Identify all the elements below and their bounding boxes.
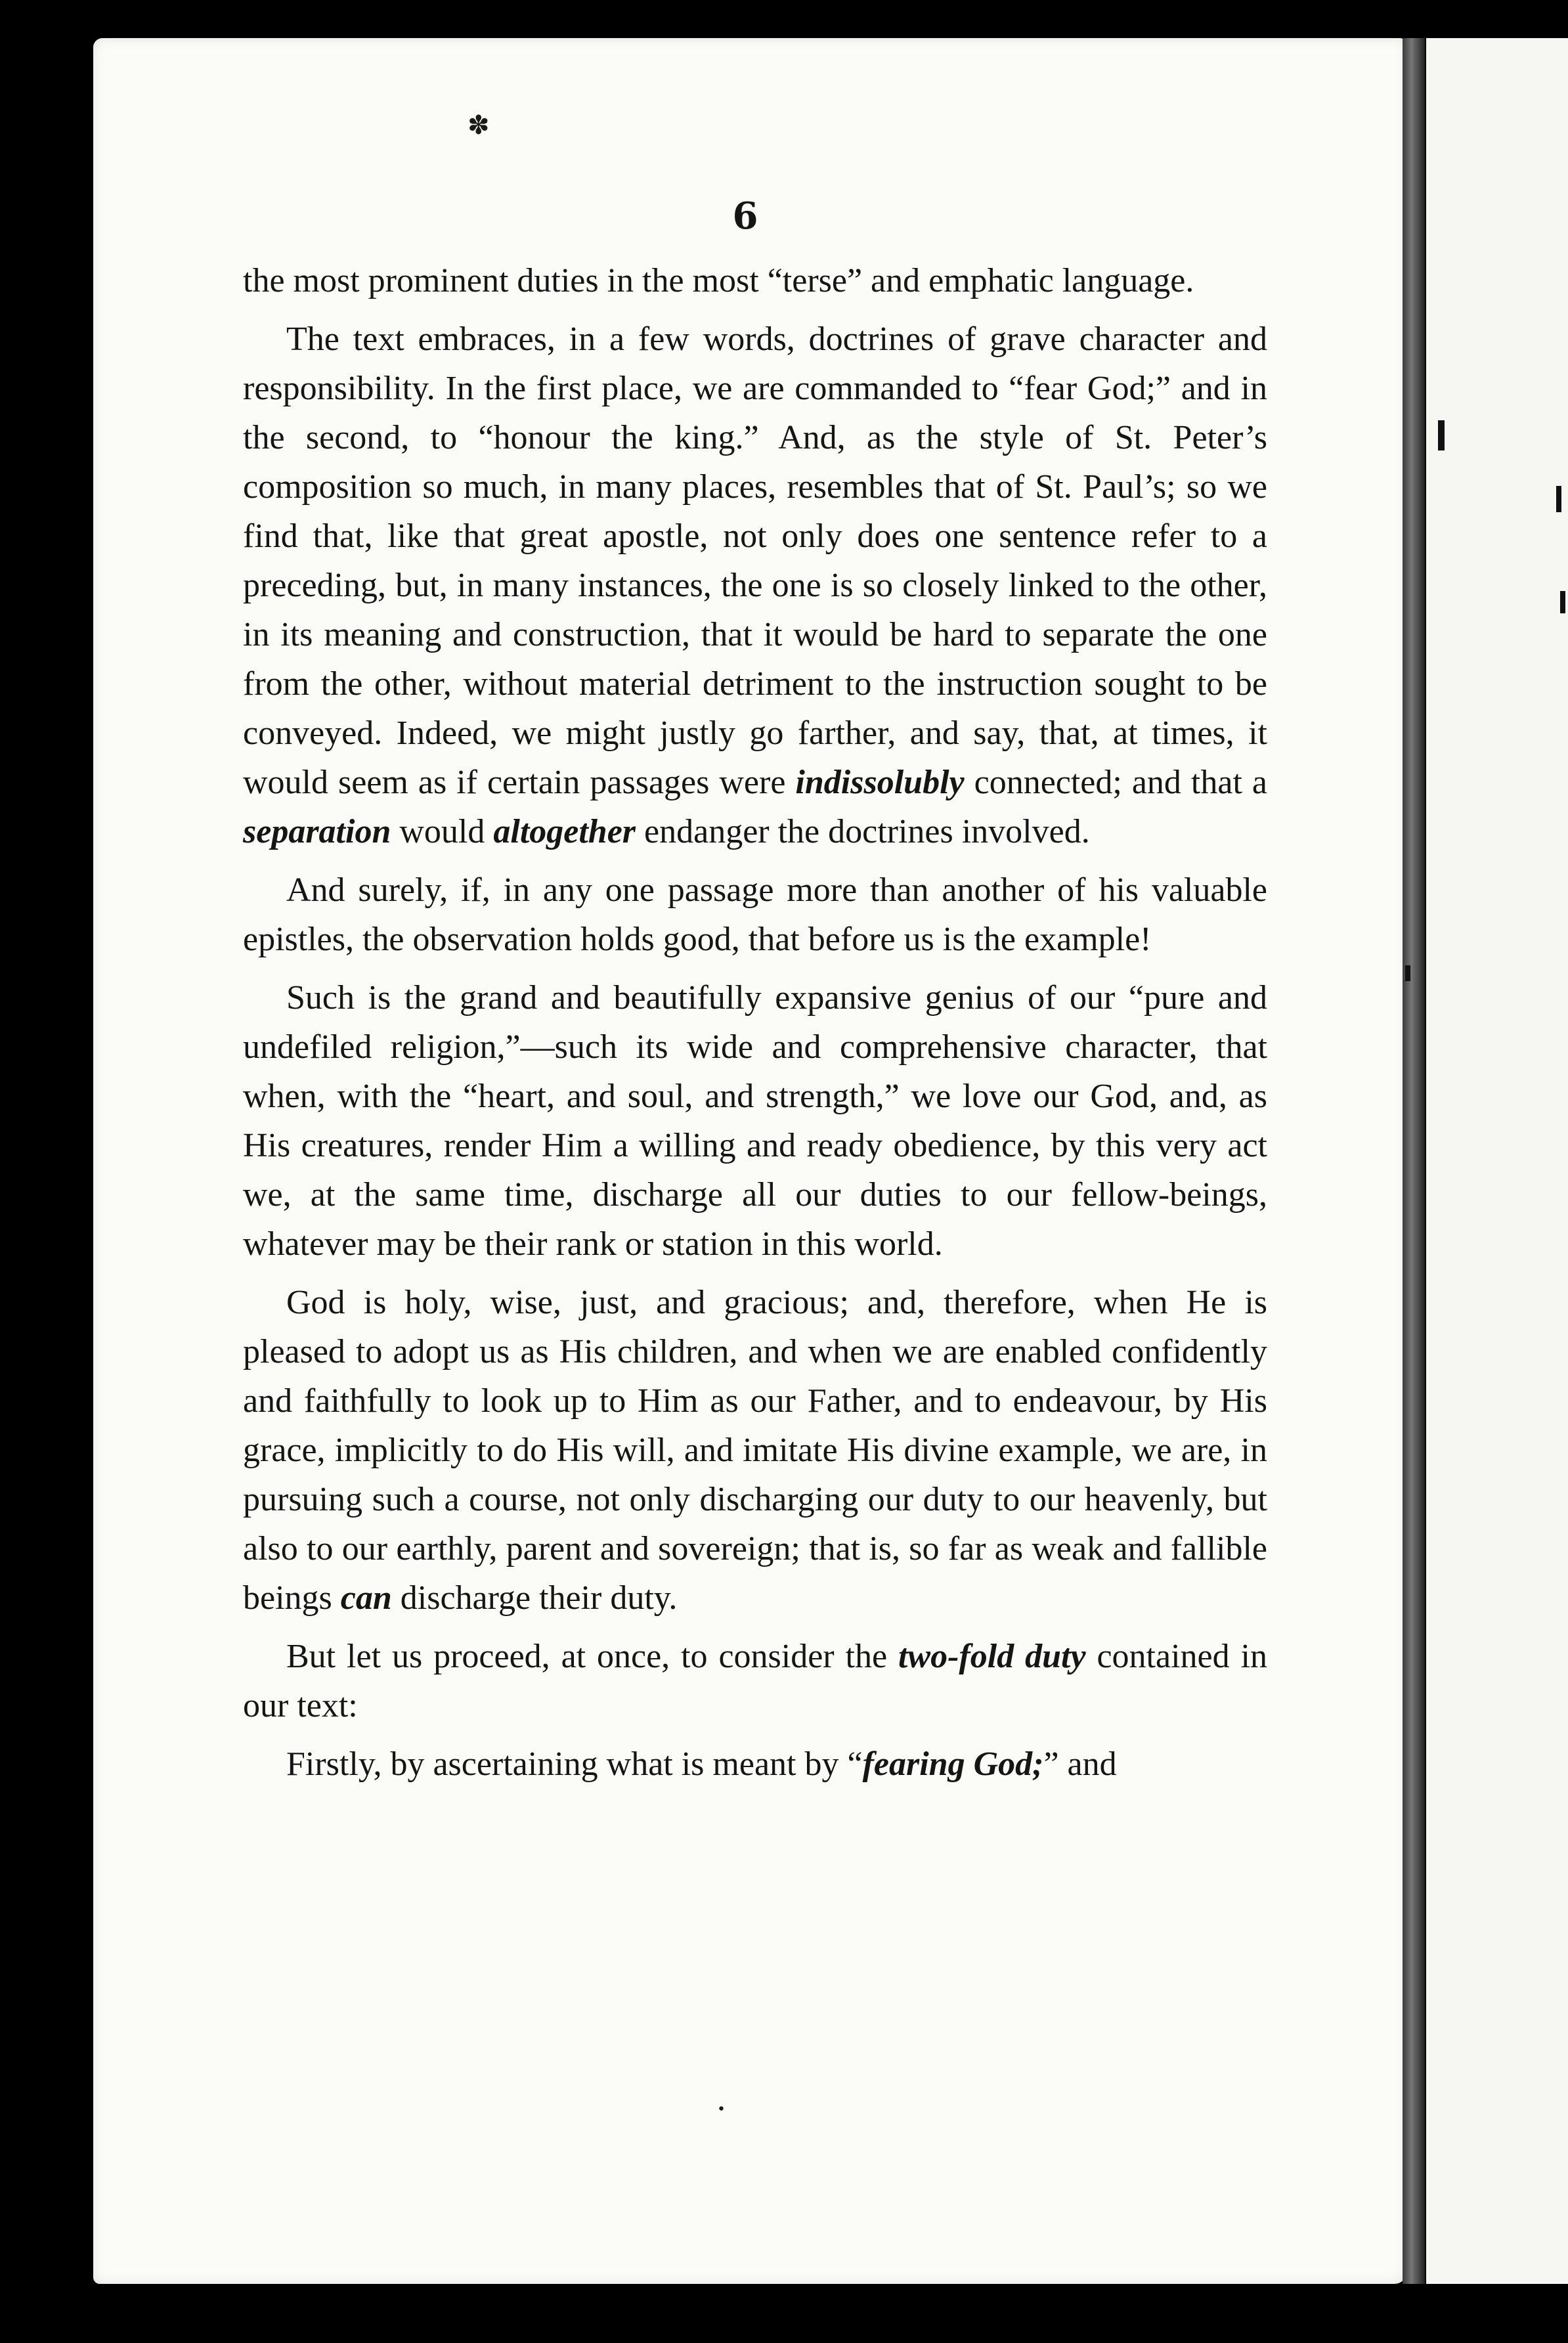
emphasized-text: can <box>340 1579 392 1617</box>
right-page-edge <box>1426 38 1568 2284</box>
paragraph-text: The text embraces, in a few words, doctrines of grave character and responsibility. In the first place, we are commanded to “fear God;” and in the second, to “honour the king.” And, as the style of St. Peter’s composition so much, in many places, resembles that of St. Paul’s; so we find that, like that great apostle, not only does one sentence refer to a preceding, but, in many instances, the one is so closely linked to the other, in its meaning and construction, that it would be hard to separate the one from the other, without material detriment to the instruction sought to be conveyed. Indeed, we might justly go farther, and say, that, at times, it would seem as if certain passages were <box>243 320 1267 801</box>
emphasized-text: two-fold duty <box>898 1638 1086 1675</box>
emphasized-text: altogether <box>493 813 636 850</box>
paragraph-text: discharge their duty. <box>391 1579 678 1617</box>
paragraph <box>243 256 1267 305</box>
paragraph <box>243 1278 1267 1623</box>
scan-mark <box>1438 420 1445 450</box>
paragraph-text: the most prominent duties in the most “terse” and emphatic language. <box>243 262 1194 299</box>
emphasized-text: fearing God; <box>862 1745 1044 1783</box>
paragraph-text: Firstly, by ascertaining what is meant by “ <box>286 1745 863 1783</box>
paragraph <box>243 973 1267 1269</box>
paragraph <box>243 315 1267 856</box>
scan-mark <box>1560 591 1565 613</box>
body-text <box>243 256 1267 1798</box>
scan-mark <box>1556 486 1561 512</box>
paragraph-text: ” and <box>1043 1745 1117 1783</box>
page-number: 6 <box>732 194 758 238</box>
paragraph <box>243 1740 1267 1789</box>
paragraph-text: God is holy, wise, just, and gracious; and, therefore, when He is pleased to adopt us as His children, and when we are enabled confidently and faithfully to look up to Him as our Father, and to endeavour, by His grace, implicitly to do His will, and imitate His divine example, we are, in pursuing such a course, not only discharging our duty to our heavenly, but also to our earthly, parent and sovereign; that is, so far as weak and fallible beings <box>243 1284 1267 1617</box>
paragraph-text: But let us proceed, at once, to consider the <box>286 1638 898 1675</box>
emphasized-text: indissolubly <box>795 764 965 801</box>
paragraph-text: endanger the doctrines involved. <box>636 813 1090 850</box>
paragraph-text: connected; and that a <box>964 764 1267 801</box>
paragraph <box>243 865 1267 964</box>
emphasized-text: separation <box>243 813 391 850</box>
ink-speck: • <box>717 2101 726 2118</box>
ink-blot: ✽ <box>468 110 490 141</box>
paragraph-text: would <box>391 813 494 850</box>
scan-mark <box>1405 965 1410 981</box>
paragraph <box>243 1632 1267 1730</box>
paragraph-text: And surely, if, in any one passage more than another of his valuable epistles, the observation holds good, that before us is the example! <box>243 871 1267 958</box>
paragraph-text: Such is the grand and beautifully expansive genius of our “pure and undefiled religion,”—such its wide and comprehensive character, that when, with the “heart, and soul, and strength,” we love our God, and, as His creatures, render Him a willing and ready obedience, by this very act we, at the same time, discharge all our duties to our fellow-beings, whatever may be their rank or station in this world. <box>243 979 1267 1263</box>
book-gutter <box>1403 38 1425 2284</box>
paragraph-text: contained in our text: <box>243 1638 1267 1724</box>
